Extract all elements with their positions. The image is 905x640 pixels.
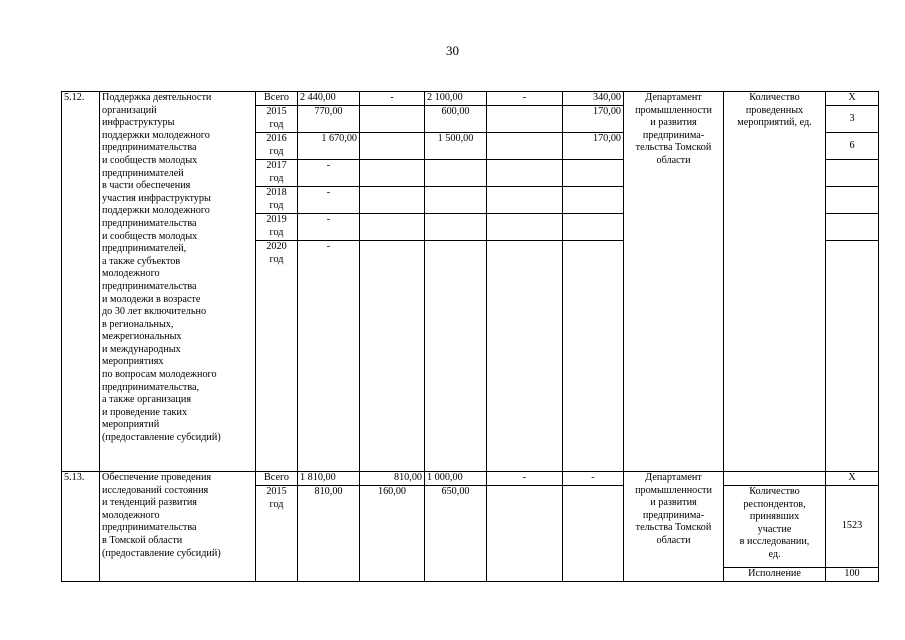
- amount-cell: [563, 241, 624, 472]
- amount-cell: 600,00: [425, 106, 487, 133]
- year-label: 2019 год: [256, 214, 298, 241]
- amount-cell: [360, 133, 425, 160]
- amount-cell: 650,00: [425, 486, 487, 582]
- executor: Департамент промышленности и развития предпринима- тельства Томской области: [624, 92, 724, 472]
- amount-cell: [360, 187, 425, 214]
- amount-cell: 170,00: [563, 133, 624, 160]
- indicator-value: 1523: [826, 486, 879, 568]
- amount-cell: 160,00: [360, 486, 425, 582]
- amount-cell: 810,00: [360, 472, 425, 486]
- amount-cell: 1 500,00: [425, 133, 487, 160]
- indicator-value: Х: [826, 472, 879, 486]
- item-number: 5.12.: [62, 92, 100, 472]
- indicator: Количество проведенных мероприятий, ед.: [724, 92, 826, 472]
- amount-cell: -: [360, 92, 425, 106]
- amount-cell: [425, 214, 487, 241]
- amount-cell: [487, 187, 563, 214]
- amount-cell: [425, 160, 487, 187]
- year-label: 2015 год: [256, 106, 298, 133]
- executor: Департамент промышленности и развития предпринима- тельства Томской области: [624, 472, 724, 582]
- total-amount: -: [298, 241, 360, 472]
- item-name: Поддержка деятельности организаций инфраструктуры поддержки молодежного предпринимательства и сообществ молодых предпринимателей в части обеспечения участия инфраструктуры поддержки молодежного предпринимательства и сообществ молодых предпринимателей, а также субъектов молодежного предпринимательства и молодежи в возрасте до 30 лет включительно в региональных, межрегиональных и международных мероприятиях по вопросам молодежного предпринимательства, а также организация и проведение таких мероприятий (предоставление субсидий): [100, 92, 256, 472]
- indicator-value: 6: [826, 133, 879, 160]
- amount-cell: [563, 214, 624, 241]
- year-label: Всего: [256, 92, 298, 106]
- amount-cell: [487, 160, 563, 187]
- amount-cell: [425, 241, 487, 472]
- amount-cell: [563, 160, 624, 187]
- amount-cell: [487, 133, 563, 160]
- amount-cell: [487, 241, 563, 472]
- amount-cell: 1 000,00: [425, 472, 487, 486]
- item-number: 5.13.: [62, 472, 100, 582]
- amount-cell: [487, 214, 563, 241]
- amount-cell: [425, 187, 487, 214]
- total-amount: 1 810,00: [298, 472, 360, 486]
- total-amount: 1 670,00: [298, 133, 360, 160]
- indicator-value: [826, 160, 879, 187]
- amount-cell: [563, 486, 624, 582]
- item-name: Обеспечение проведения исследований состояния и тенденций развития молодежного предпринимательства в Томской области (предоставление субсидий): [100, 472, 256, 582]
- total-amount: -: [298, 214, 360, 241]
- indicator: Количество респондентов, принявших участие в исследовании, ед.: [724, 486, 826, 568]
- page-number: 30: [446, 43, 459, 58]
- amount-cell: -: [487, 472, 563, 486]
- indicator-value: [826, 187, 879, 214]
- amount-cell: -: [563, 472, 624, 486]
- amount-cell: [487, 486, 563, 582]
- amount-cell: [360, 214, 425, 241]
- year-label: 2020 год: [256, 241, 298, 472]
- indicator: Исполнение: [724, 568, 826, 582]
- indicator-value: [826, 241, 879, 472]
- year-label: 2016 год: [256, 133, 298, 160]
- amount-cell: 2 100,00: [425, 92, 487, 106]
- amount-cell: [563, 187, 624, 214]
- amount-cell: [360, 106, 425, 133]
- total-amount: 810,00: [298, 486, 360, 582]
- year-label: 2018 год: [256, 187, 298, 214]
- year-label: Всего: [256, 472, 298, 486]
- indicator-value: 3: [826, 106, 879, 133]
- program-table: [61, 91, 879, 582]
- total-amount: 770,00: [298, 106, 360, 133]
- amount-cell: [360, 160, 425, 187]
- amount-cell: -: [487, 92, 563, 106]
- table-row: [62, 92, 879, 106]
- table-row: [62, 472, 879, 486]
- amount-cell: 340,00: [563, 92, 624, 106]
- year-label: 2015 год: [256, 486, 298, 582]
- amount-cell: [487, 106, 563, 133]
- amount-cell: [360, 241, 425, 472]
- indicator: [724, 472, 826, 486]
- indicator-value: [826, 214, 879, 241]
- amount-cell: 170,00: [563, 106, 624, 133]
- indicator-value: 100: [826, 568, 879, 582]
- year-label: 2017 год: [256, 160, 298, 187]
- indicator-value: Х: [826, 92, 879, 106]
- total-amount: -: [298, 187, 360, 214]
- total-amount: 2 440,00: [298, 92, 360, 106]
- total-amount: -: [298, 160, 360, 187]
